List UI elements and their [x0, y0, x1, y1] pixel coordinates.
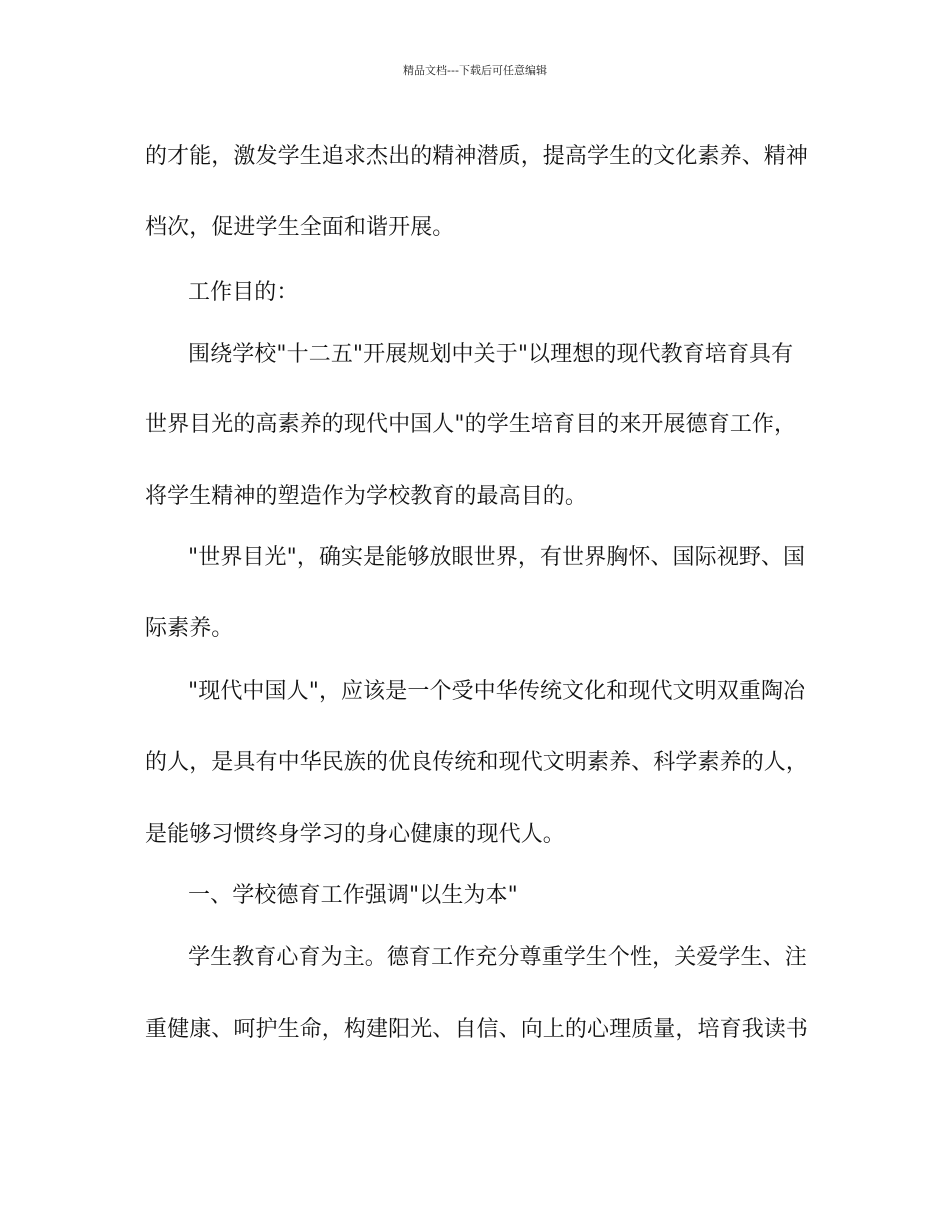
body-line-10: 的人，是具有中华民族的优良传统和现代文明素养、科学素养的人， — [145, 750, 809, 775]
body-line-9: "现代中国人"，应该是一个受中华传统文化和现代文明双重陶冶 — [188, 679, 806, 704]
body-line-4: 围绕学校"十二五"开展规划中关于"以理想的现代教育培育具有 — [188, 342, 794, 367]
body-line-6: 将学生精神的塑造作为学校教育的最高目的。 — [145, 484, 588, 509]
body-line-7: "世界目光"，确实是能够放眼世界，有世界胸怀、国际视野、国 — [188, 545, 806, 570]
section-heading-1: 一、学校德育工作强调"以生为本" — [188, 883, 518, 908]
body-line-11: 是能够习惯终身学习的身心健康的现代人。 — [145, 822, 565, 847]
page-header: 精品文档---下载后可任意编辑 — [403, 64, 547, 77]
body-line-5: 世界目光的高素养的现代中国人"的学生培育目的来开展德育工作， — [145, 412, 797, 437]
body-line-8: 际素养。 — [145, 616, 234, 641]
body-line-2: 档次，促进学生全面和谐开展。 — [145, 215, 455, 240]
section-label-goal: 工作目的： — [188, 280, 299, 305]
body-line-13: 学生教育心育为主。德育工作充分尊重学生个性，关爱学生、注 — [188, 945, 807, 970]
body-line-14: 重健康、呵护生命，构建阳光、自信、向上的心理质量，培育我读书 — [145, 1017, 809, 1042]
body-line-1: 的才能，激发学生追求杰出的精神潜质，提高学生的文化素养、精神 — [145, 144, 809, 169]
